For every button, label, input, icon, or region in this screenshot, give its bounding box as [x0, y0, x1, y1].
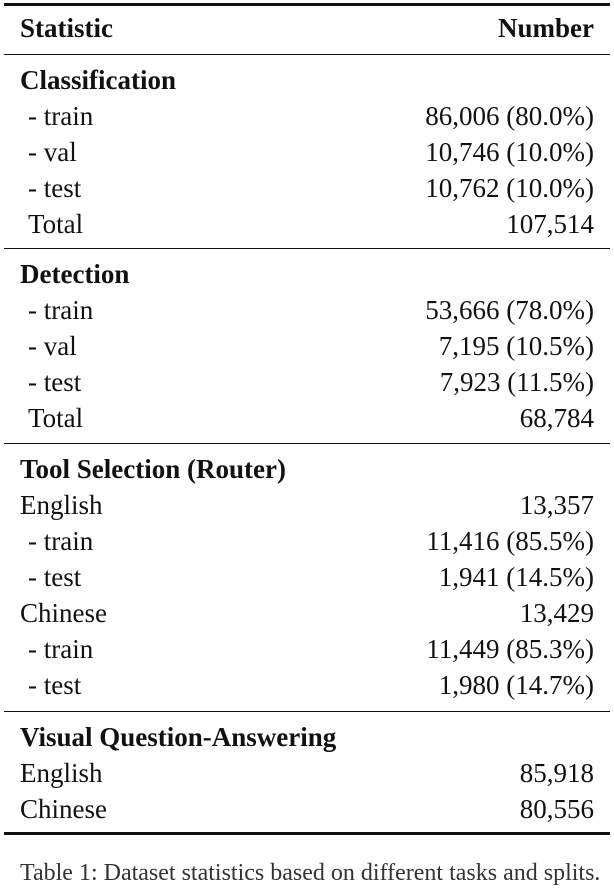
row-value: 85,918: [519, 758, 594, 788]
table-row: [0, 595, 614, 631]
section-title-row: [0, 451, 614, 487]
section-title-tool-selection-router: Tool Selection (Router): [20, 454, 286, 484]
section-title-row: [0, 62, 614, 98]
row-label: Chinese: [20, 794, 107, 824]
row-value: 7,195 (10.5%): [438, 331, 594, 361]
row-value: 11,449 (85.3%): [426, 634, 594, 664]
section-rule: [4, 711, 610, 712]
row-label: Total: [28, 403, 84, 433]
table-row: [0, 98, 614, 134]
row-value: 53,666 (78.0%): [425, 295, 594, 325]
row-label: - train: [28, 634, 94, 664]
row-value: 13,357: [519, 490, 594, 520]
row-label: English: [20, 490, 103, 520]
row-value: 80,556: [519, 794, 594, 824]
row-value: 107,514: [506, 209, 594, 239]
row-value: 13,429: [519, 598, 594, 628]
header-rule: [4, 54, 610, 55]
table-row: [0, 667, 614, 703]
row-label: Chinese: [20, 598, 107, 628]
table-header-row: [0, 10, 614, 46]
row-label: - train: [28, 295, 94, 325]
section-title-detection: Detection: [20, 259, 130, 289]
row-value: 11,416 (85.5%): [426, 526, 594, 556]
table-row: [0, 206, 614, 242]
row-label: - test: [28, 562, 82, 592]
section-title-row: [0, 719, 614, 755]
table-row: [0, 134, 614, 170]
row-label: English: [20, 758, 103, 788]
row-label: Total: [28, 209, 84, 239]
table-row: [0, 631, 614, 667]
table-row: [0, 559, 614, 595]
row-value: 1,941 (14.5%): [438, 562, 594, 592]
table-caption: Table 1: Dataset statistics based on different tasks and splits.: [20, 860, 601, 886]
row-label: - test: [28, 670, 82, 700]
row-label: - val: [28, 331, 77, 361]
row-value: 86,006 (80.0%): [425, 101, 594, 131]
row-label: - train: [28, 101, 94, 131]
table-row: [0, 328, 614, 364]
section-rule: [4, 443, 610, 444]
row-value: 1,980 (14.7%): [438, 670, 594, 700]
row-value: 7,923 (11.5%): [439, 367, 594, 397]
header-statistic: Statistic: [20, 13, 113, 43]
table-row: [0, 400, 614, 436]
row-value: 10,762 (10.0%): [425, 173, 594, 203]
table-row: [0, 364, 614, 400]
table-row: [0, 487, 614, 523]
row-label: - train: [28, 526, 94, 556]
section-title-row: [0, 256, 614, 292]
header-number: Number: [498, 13, 594, 43]
section-title-classification: Classification: [20, 65, 177, 95]
row-value: 68,784: [519, 403, 594, 433]
row-label: - val: [28, 137, 77, 167]
section-rule: [4, 248, 610, 249]
table-row: [0, 791, 614, 827]
table-row: [0, 755, 614, 791]
top-rule: [4, 3, 610, 6]
table-row: [0, 292, 614, 328]
section-title-visual-question-answering: Visual Question-Answering: [20, 722, 337, 752]
row-label: - test: [28, 173, 82, 203]
row-value: 10,746 (10.0%): [425, 137, 594, 167]
table-row: [0, 523, 614, 559]
row-label: - test: [28, 367, 82, 397]
bottom-rule: [4, 832, 610, 835]
table-row: [0, 170, 614, 206]
